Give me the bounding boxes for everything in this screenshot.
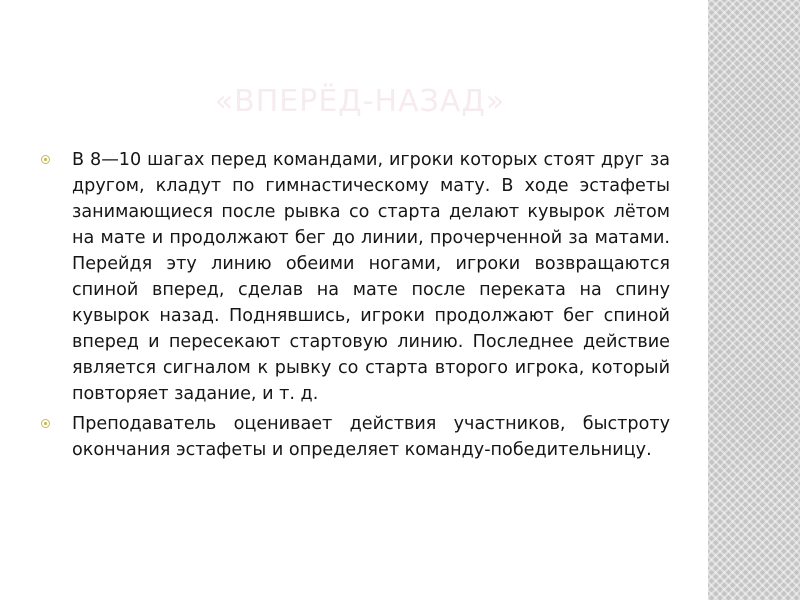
bullet-item-2 [40, 411, 670, 463]
bullet-text-1: В 8—10 шагах перед командами, игроки которых стоят друг за другом, кладут по гимнастическому мату. В ходе эстафеты занимающиеся после рывка со старта делают кувырок лётом на мате и продолжают бег до линии, прочерченной за матами. Перейдя эту линию обеими ногами, игроки возвращаются спиной вперед, сделав на мате после переката на спину кувырок назад. Поднявшись, игроки продолжают бег спиной вперед и пересекают стартовую линию. Последнее действие является сигналом к рывку со старта второго игрока, который повторяет задание, и т. д. [72, 150, 670, 404]
bullet-list [40, 147, 670, 467]
bullet-text-2: Преподаватель оценивает действия участников, быстроту окончания эстафеты и определяет команду-победительницу. [72, 414, 670, 460]
circle-bullet-icon [41, 155, 50, 164]
bullet-item-1 [40, 147, 670, 407]
decorative-side-panel [708, 0, 800, 600]
circle-bullet-icon [41, 419, 50, 428]
slide-title: «ВПЕРЁД-НАЗАД» [214, 84, 506, 119]
